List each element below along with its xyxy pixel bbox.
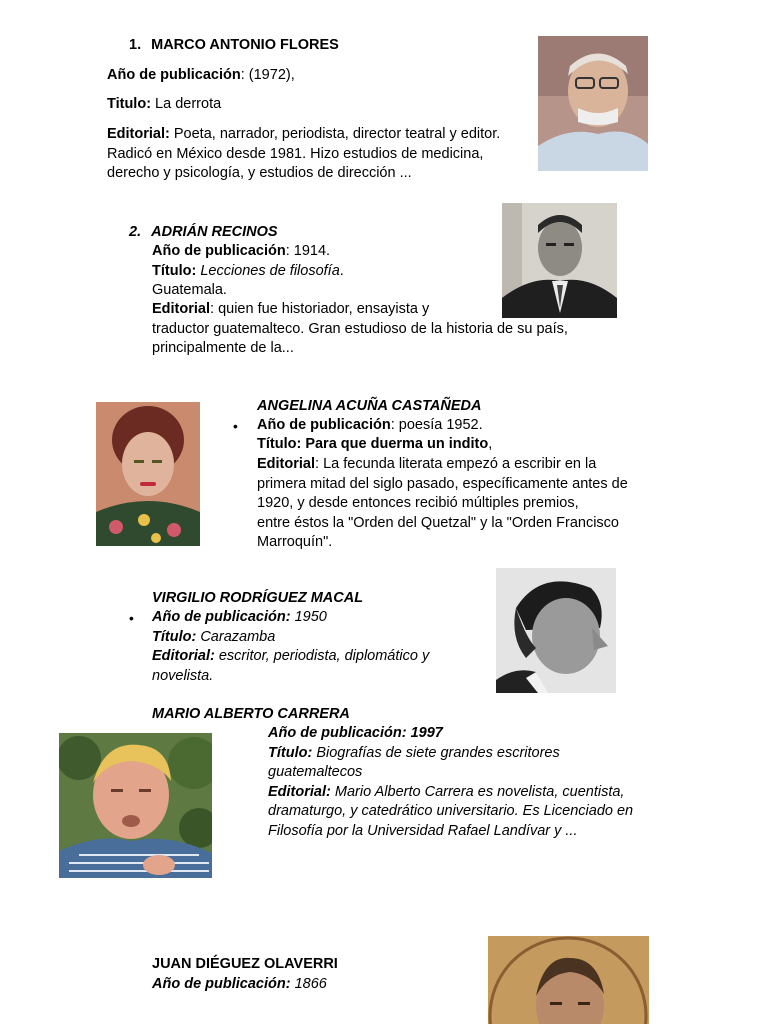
entry-4-heading [152, 589, 363, 609]
editorial-line: Filosofía por la Universidad Rafael Landívar y ... [268, 822, 578, 839]
bullet-icon: • [129, 610, 134, 626]
editorial-line: Mario Alberto Carrera es novelista, cuentista, [330, 783, 625, 800]
year-value: 1866 [290, 976, 327, 992]
title-punct: . [339, 263, 344, 279]
year-label: Año de publicación [257, 417, 391, 433]
title-label: Titulo: [107, 96, 152, 112]
entry-4-details [152, 608, 472, 686]
editorial-label: Editorial: [107, 126, 170, 142]
editorial-line: principalmente de la... [152, 340, 294, 356]
entry-1-heading [129, 36, 339, 56]
title-punct: , [488, 436, 493, 452]
portrait-mario-alberto-carrera [59, 733, 212, 878]
entry-5-heading [152, 705, 350, 725]
title-label: Título: [257, 436, 302, 452]
editorial-line: : La fecunda literata empezó a escribir en la [315, 456, 597, 472]
editorial-line: escritor, periodista, diplomático y [214, 648, 430, 664]
portrait-adrian-recinos [502, 203, 617, 318]
portrait-angelina-acuna [96, 402, 200, 546]
publication-year [152, 242, 330, 262]
title-value: Carazamba [196, 628, 276, 645]
title-label: Título: [152, 628, 197, 645]
editorial-line: Marroquín". [257, 534, 333, 550]
publication-year [152, 975, 327, 995]
entry-number: 2. [129, 224, 142, 240]
title-label: Título: [152, 263, 197, 279]
editorial-label: Editorial: [152, 648, 215, 664]
editorial-line: dramaturgo, y catedrático universitario. Es Licenciado en [268, 803, 634, 819]
entry-6-heading [152, 955, 338, 975]
author-name: VIRGILIO RODRÍGUEZ MACAL [152, 590, 364, 606]
portrait-juan-dieguez [488, 936, 649, 1024]
editorial-text [107, 125, 527, 184]
year-value: 1950 [290, 609, 327, 625]
editorial-line: novelista. [152, 667, 214, 684]
publication-year [152, 608, 472, 628]
year-label: Año de publicación [152, 243, 286, 259]
editorial-line: Radicó en México desde 1981. Hizo estudios de medicina, [107, 145, 484, 162]
editorial-line: primera mitad del siglo pasado, específicamente antes de [257, 475, 628, 492]
editorial-text [268, 783, 658, 803]
editorial-line: : quien fue historiador, ensayista y [210, 301, 430, 317]
editorial-text [257, 455, 657, 553]
work-title [152, 628, 472, 648]
entry-2-heading [129, 223, 278, 243]
publication-year [107, 66, 295, 86]
editorial-text [152, 647, 472, 667]
title-value: Lecciones de filosofía [196, 263, 340, 279]
year-value: : (1972), [240, 67, 295, 83]
work-title [257, 435, 492, 455]
author-name: MARIO ALBERTO CARRERA [152, 706, 350, 722]
author-name: ADRIÁN RECINOS [151, 224, 278, 240]
entry-5-details [268, 724, 658, 841]
year-label: Año de publicación [107, 67, 241, 83]
year-value: : 1914. [285, 243, 331, 259]
author-name: MARCO ANTONIO FLORES [151, 37, 339, 53]
year-label: Año de publicación: [152, 609, 291, 625]
editorial-line: entre éstos la "Orden del Quetzal" y la "Orden Francisco [257, 514, 619, 531]
editorial-line: traductor guatemalteco. Gran estudioso de la historia de su país, [152, 320, 568, 337]
title-value: Para que duerma un indito [301, 436, 489, 452]
title-label: Título: [268, 744, 313, 761]
portrait-marco-antonio-flores [538, 36, 648, 171]
entry-number: 1. [129, 37, 142, 53]
year-label: Año de publicación: [152, 976, 291, 992]
title-value: Biografías de siete grandes escritores [312, 744, 560, 761]
bullet-icon: • [233, 418, 238, 434]
publication-year [257, 416, 483, 436]
editorial-line: Poeta, narrador, periodista, director teatral y editor. [169, 126, 501, 142]
year-value: : poesía 1952. [390, 417, 483, 433]
editorial-line: 1920, y desde entonces recibió múltiples premios, [257, 495, 579, 511]
title-value: La derrota [151, 96, 222, 112]
editorial-label: Editorial: [268, 783, 331, 800]
work-title [152, 262, 344, 282]
portrait-virgilio-rodriguez [496, 568, 616, 693]
author-name: JUAN DIÉGUEZ OLAVERRI [152, 956, 338, 972]
location-text: Guatemala. [152, 282, 227, 298]
title-value-continued: guatemaltecos [268, 764, 363, 780]
editorial-label: Editorial [152, 301, 211, 317]
year-label: Año de publicación: 1997 [268, 725, 443, 741]
author-name: ANGELINA ACUÑA CASTAÑEDA [257, 398, 482, 414]
entry-3-heading [257, 397, 481, 417]
publication-year [268, 724, 658, 744]
work-title [107, 95, 221, 115]
editorial-label: Editorial [257, 456, 316, 472]
editorial-line: derecho y psicología, y estudios de dirección ... [107, 165, 412, 181]
work-title [268, 744, 658, 764]
